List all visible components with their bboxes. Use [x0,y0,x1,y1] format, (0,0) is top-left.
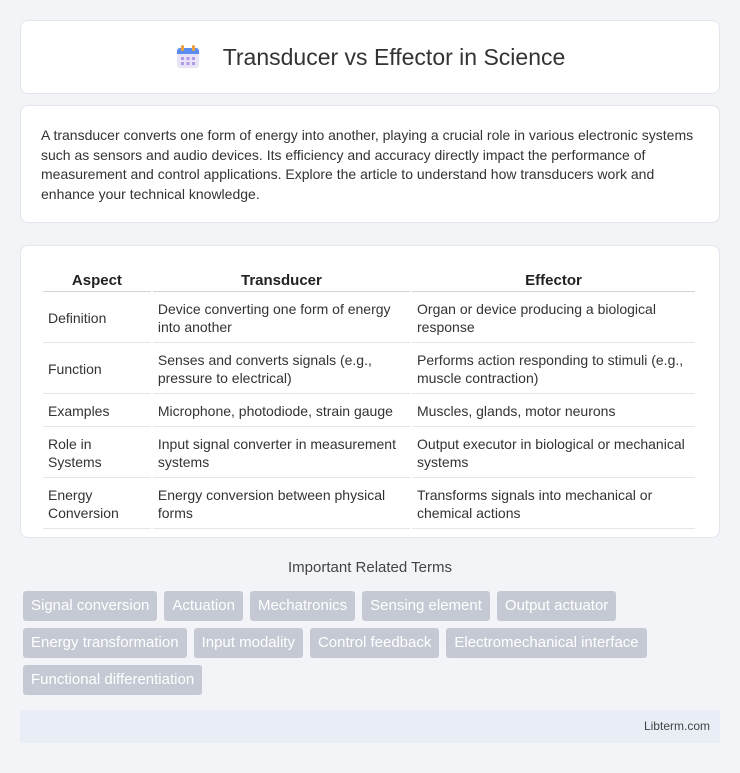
row-effector: Output executor in biological or mechanical systems [412,429,695,478]
term-tag[interactable]: Functional differentiation [23,665,202,695]
row-transducer: Energy conversion between physical forms [153,480,410,529]
intro-card [20,105,720,223]
calendar-icon [175,44,201,70]
intro-text: A transducer converts one form of energy into another, playing a crucial role in various electronic systems such as sensors and audio devices. Its efficiency and accuracy directly impact the performance of measurement and control applications. Explore the article to understand how transducers work and enhance your technical knowledge. [41,127,694,202]
row-transducer: Senses and converts signals (e.g., pressure to electrical) [153,345,410,394]
table-row [43,345,695,394]
row-aspect: Definition [43,294,151,343]
term-tag[interactable]: Control feedback [310,628,439,658]
term-tag[interactable]: Energy transformation [23,628,187,658]
term-tag[interactable]: Input modality [194,628,303,658]
row-aspect: Function [43,345,151,394]
row-transducer: Microphone, photodiode, strain gauge [153,396,410,427]
comparison-table [41,266,697,531]
table-row [43,396,695,427]
row-aspect: Examples [43,396,151,427]
term-tag[interactable]: Actuation [164,591,243,621]
term-tag[interactable]: Signal conversion [23,591,157,621]
row-effector: Muscles, glands, motor neurons [412,396,695,427]
header-card [20,20,720,94]
row-effector: Performs action responding to stimuli (e.g., muscle contraction) [412,345,695,394]
header-effector: Effector [412,268,695,292]
table-row [43,480,695,529]
related-terms-list [23,591,723,695]
table-header-row [43,268,695,292]
term-tag[interactable]: Sensing element [362,591,490,621]
row-aspect: Energy Conversion [43,480,151,529]
header-transducer: Transducer [153,268,410,292]
term-tag[interactable]: Mechatronics [250,591,355,621]
table-row [43,294,695,343]
related-terms-title: Important Related Terms [288,559,452,576]
row-effector: Transforms signals into mechanical or chemical actions [412,480,695,529]
row-transducer: Input signal converter in measurement systems [153,429,410,478]
footer [20,710,720,743]
page-title: Transducer vs Effector in Science [222,43,566,70]
header-aspect: Aspect [43,268,151,292]
row-aspect: Role in Systems [43,429,151,478]
table-row [43,429,695,478]
footer-site-link[interactable]: Libterm.com [643,719,710,733]
term-tag[interactable]: Electromechanical interface [446,628,646,658]
term-tag[interactable]: Output actuator [497,591,616,621]
row-effector: Organ or device producing a biological response [412,294,695,343]
comparison-table-card [20,245,720,538]
row-transducer: Device converting one form of energy into another [153,294,410,343]
